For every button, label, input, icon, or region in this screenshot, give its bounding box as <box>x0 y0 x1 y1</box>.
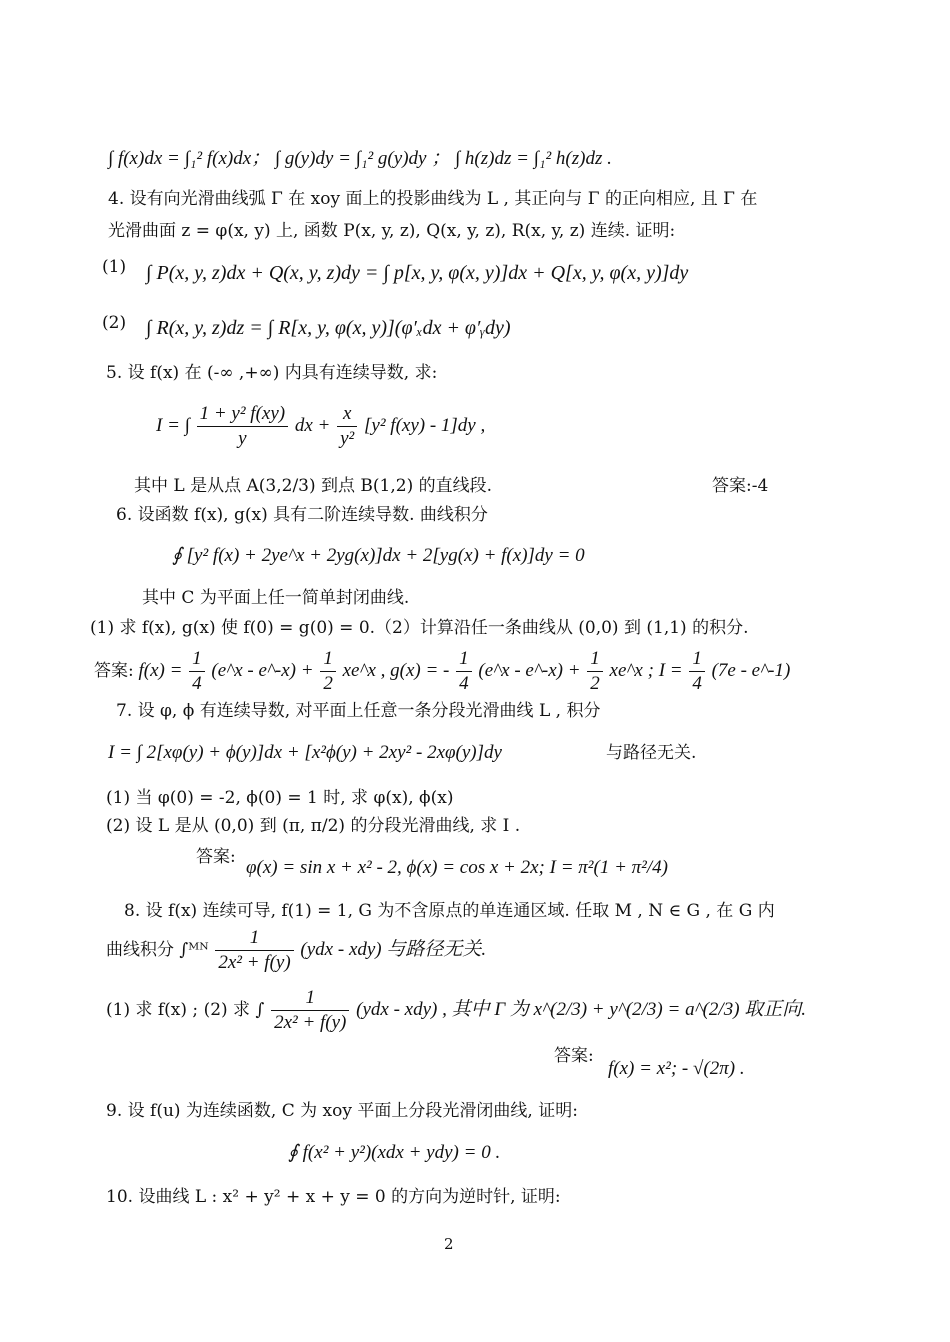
problem-8-line3 <box>106 986 806 1035</box>
p6-frac-quarter-1 <box>189 647 205 696</box>
p5-fraction-1 <box>197 402 289 451</box>
problem-9-formula: ∮ f(x² + y²)(xdx + ydy) = 0 . <box>288 1142 501 1163</box>
problem-8-answer-label: 答案: <box>554 1046 594 1066</box>
p8-line3-suffix: (ydx - xdy) , 其中 Γ 为 x^(2/3) + y^(2/3) = a^(2/3) 取正向. <box>356 998 807 1020</box>
p6-ans-b: (e^x - e^-x) + <box>211 659 314 681</box>
problem-5-where: 其中 L 是从点 A(3,2/3) 到点 B(1,2) 的直线段. <box>134 476 493 496</box>
p5-prefix: I = ∫ <box>156 414 190 436</box>
p6-frac-quarter-3 <box>689 647 705 696</box>
problem-6-answer <box>94 647 790 696</box>
p6-frac-den: 2 <box>590 673 600 694</box>
p6-frac-num: 1 <box>189 647 205 672</box>
problem-6-where: 其中 C 为平面上任一简单封闭曲线. <box>142 588 410 608</box>
p6-frac-half-2 <box>587 647 603 696</box>
problem-7-part2: (2) 设 L 是从 (0,0) 到 (π, π/2) 的分段光滑曲线, 求 I . <box>106 816 521 836</box>
p6-frac-den: 2 <box>323 673 333 694</box>
p6-ans-f: xe^x ; I = <box>609 659 683 681</box>
problem-7-intro: 7. 设 φ, ϕ 有连续导数, 对平面上任意一条分段光滑曲线 L , 积分 <box>116 701 601 721</box>
p5-frac2-den: y² <box>340 428 355 449</box>
problem-6-parts: (1) 求 f(x), g(x) 使 f(0) = g(0) = 0.（2）计算沿任一条曲线从 (0,0) 到 (1,1) 的积分. <box>90 618 749 638</box>
p8-frac1-num: 1 <box>215 926 293 951</box>
p8-frac2-num: 1 <box>271 986 349 1011</box>
p8-line2-prefix: 曲线积分 ∫ᴹᴺ <box>106 939 209 960</box>
p8-fraction-1 <box>215 926 293 975</box>
problem-7-answer: φ(x) = sin x + x² - 2, ϕ(x) = cos x + 2x; I = π²(1 + π²/4) <box>246 857 668 878</box>
p5-frac1-num: 1 + y² f(xy) <box>197 402 289 427</box>
p6-answer-label: 答案: <box>94 660 134 681</box>
problem-7-answer-label: 答案: <box>196 847 236 867</box>
p6-ans-e: (e^x - e^-x) + <box>478 659 581 681</box>
p5-frac1-den: y <box>238 428 247 449</box>
p8-line3-prefix: (1) 求 f(x) ; (2) 求 ∫ <box>106 999 265 1020</box>
p6-frac-num: 1 <box>320 647 336 672</box>
problem-9-intro: 9. 设 f(u) 为连续函数, C 为 xoy 平面上分段光滑闭曲线, 证明: <box>106 1101 578 1121</box>
p6-frac-den: 4 <box>692 673 702 694</box>
p6-frac-half-1 <box>320 647 336 696</box>
problem-8-intro: 8. 设 f(x) 连续可导, f(1) = 1, G 为不含原点的单连通区域. 任取 M , N ∈ G , 在 G 内 <box>124 901 775 921</box>
problem-4-part1-formula: ∫ P(x, y, z)dx + Q(x, y, z)dy = ∫ p[x, y, φ(x, y)]dx + Q[x, y, φ(x, y)]dy <box>146 262 689 284</box>
p6-frac-num: 1 <box>587 647 603 672</box>
p8-frac1-den: 2x² + f(y) <box>218 952 291 973</box>
p6-ans-a: f(x) = <box>138 659 183 681</box>
p6-frac-den: 4 <box>192 673 202 694</box>
problem-5-answer: 答案:-4 <box>712 476 769 496</box>
p6-frac-den: 4 <box>459 673 469 694</box>
p5-fraction-2 <box>337 402 357 451</box>
p6-frac-num: 1 <box>456 647 472 672</box>
problem-5-intro: 5. 设 f(x) 在 (-∞ ,+∞) 内具有连续导数, 求: <box>106 363 438 383</box>
formula-line-1: ∫ f(x)dx = ∫₁² f(x)dx； ∫ g(y)dy = ∫₁² g(y)dy ； ∫ h(z)dz = ∫₁² h(z)dz . <box>108 148 612 169</box>
problem-7-part1: (1) 当 φ(0) = -2, ϕ(0) = 1 时, 求 φ(x), ϕ(x) <box>106 788 454 808</box>
p8-fraction-2 <box>271 986 349 1035</box>
problem-4-cond: 光滑曲面 z = φ(x, y) 上, 函数 P(x, y, z), Q(x, y, z), R(x, y, z) 连续. 证明: <box>108 221 676 241</box>
problem-4-part2-formula: ∫ R(x, y, z)dz = ∫ R[x, y, φ(x, y)](φ′ₓdx + φ′ᵧdy) <box>146 317 511 339</box>
problem-8-answer: f(x) = x²; - √(2π) . <box>608 1058 745 1079</box>
p5-suffix: [y² f(xy) - 1]dy , <box>364 414 486 436</box>
p5-mid: dx + <box>294 414 331 436</box>
p6-frac-quarter-2 <box>456 647 472 696</box>
p5-frac2-num: x <box>337 402 357 427</box>
problem-6-formula: ∮ [y² f(x) + 2ye^x + 2yg(x)]dx + 2[yg(x) + f(x)]dy = 0 <box>172 545 585 566</box>
p8-frac2-den: 2x² + f(y) <box>274 1012 347 1033</box>
p6-frac-num: 1 <box>689 647 705 672</box>
problem-6-intro: 6. 设函数 f(x), g(x) 具有二阶连续导数. 曲线积分 <box>116 505 488 525</box>
problem-4-part2-label: (2) <box>102 313 127 333</box>
page-number: 2 <box>444 1235 454 1253</box>
problem-7-formula-tail: 与路径无关. <box>606 743 697 763</box>
problem-4-part1-label: (1) <box>102 257 127 277</box>
p6-ans-c: xe^x , g(x) = - <box>342 659 450 681</box>
problem-5-formula <box>156 402 485 451</box>
p8-line2-suffix: (ydx - xdy) 与路径无关. <box>300 938 487 960</box>
problem-7-formula: I = ∫ 2[xφ(y) + ϕ(y)]dx + [x²ϕ(y) + 2xy² - 2xφ(y)]dy <box>108 742 502 763</box>
problem-4-intro: 4. 设有向光滑曲线弧 Γ 在 xoy 面上的投影曲线为 L , 其正向与 Γ 的正向相应, 且 Γ 在 <box>108 189 758 209</box>
problem-10-intro: 10. 设曲线 L : x² + y² + x + y = 0 的方向为逆时针, 证明: <box>106 1187 561 1207</box>
p6-ans-g: (7e - e^-1) <box>711 659 791 681</box>
problem-8-line2 <box>106 926 486 975</box>
